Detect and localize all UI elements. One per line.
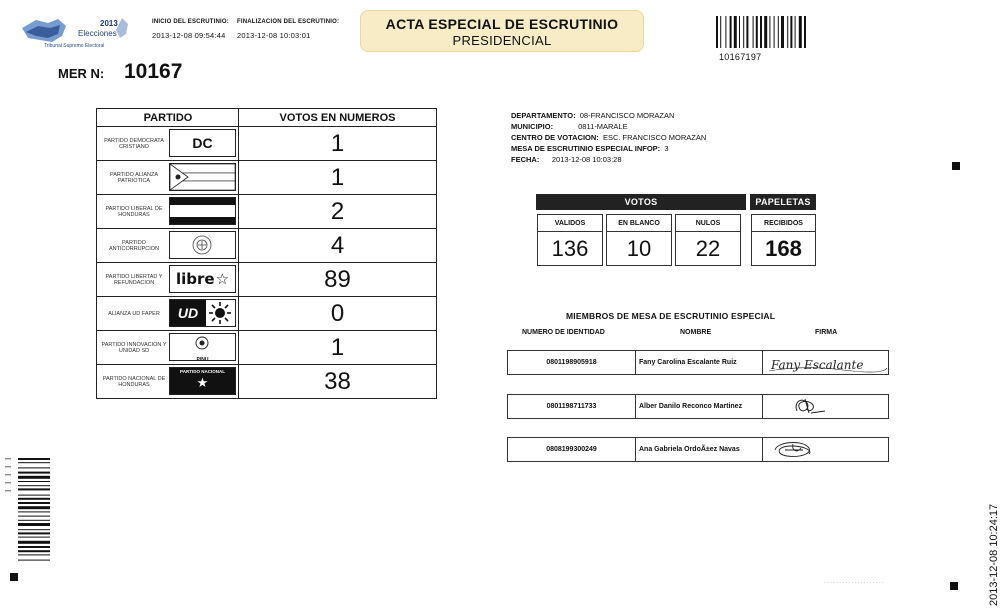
star-icon: ☆ — [215, 271, 230, 288]
pinu-emblem-icon — [170, 334, 235, 352]
blanco-cell — [606, 214, 672, 266]
anticorrupcion-emblem-icon — [169, 231, 236, 259]
party-votes: 1 — [330, 334, 345, 361]
party-name: PARTIDO LIBERTAD Y REFUNDACION — [105, 273, 163, 286]
registration-mark — [10, 573, 18, 581]
inicio-label: INICIO DEL ESCRUTINIO: — [152, 19, 229, 25]
party-votes: 0 — [330, 300, 345, 327]
member-name: Fany Carolina Escalante Ruiz — [639, 359, 737, 366]
votos-header: VOTOS — [536, 194, 746, 210]
member-signature — [762, 395, 889, 418]
nacional-logo — [169, 367, 236, 395]
liberal-flag-icon — [169, 197, 236, 225]
fecha-label: FECHA: — [511, 155, 540, 164]
sun-icon — [206, 300, 235, 326]
document-title: ACTA ESPECIAL DE ESCRUTINIO — [385, 16, 619, 32]
validos-label: VALIDOS — [538, 215, 602, 232]
libre-logo — [169, 265, 236, 293]
party-name: PARTIDO DEMOCRATA CRISTIANO — [104, 137, 164, 150]
timestamp-text: 2013-12-08 10:24:17 — [988, 503, 1000, 606]
party-votes: 4 — [330, 232, 345, 259]
dc-logo — [169, 129, 236, 157]
nulos-label: NULOS — [676, 215, 740, 232]
party-row — [97, 160, 436, 194]
logo-org-text: Tribunal Supremo Electoral — [44, 43, 105, 49]
recibidos-label: RECIBIDOS — [752, 215, 815, 232]
logo-year: 2013 — [100, 19, 118, 28]
name-column-header: NOMBRE — [680, 329, 712, 336]
nacional-logo-text: PARTIDO NACIONAL — [180, 369, 225, 374]
signature-text: Fany Escalante — [771, 358, 864, 372]
signature-scribble-icon — [763, 438, 890, 461]
member-signature — [762, 438, 889, 461]
inicio-value: 2013-12-08 09:54:44 — [152, 31, 226, 40]
nulos-value: 22 — [695, 236, 721, 261]
mer-number: 10167 — [124, 60, 183, 83]
party-name: PARTIDO INNOVACION Y UNIDAD SD — [101, 341, 167, 354]
party-votes: 1 — [330, 130, 345, 157]
document-subtitle: PRESIDENCIAL — [452, 33, 552, 48]
fin-label: FINALIZACION DEL ESCRUTINIO: — [237, 19, 340, 25]
registration-mark — [950, 582, 958, 590]
party-row — [97, 262, 436, 296]
party-name: PARTIDO ANTICORRUPCION — [108, 239, 160, 252]
party-votes: 1 — [330, 164, 345, 191]
member-row — [507, 437, 889, 462]
member-id: 0801198905918 — [508, 351, 636, 374]
fin-value: 2013-12-08 10:03:01 — [237, 31, 311, 40]
fecha-value: 2013-12-08 10:03:28 — [551, 155, 622, 164]
member-signature — [762, 351, 889, 374]
party-name: PARTIDO ALIANZA PATRIOTICA — [109, 171, 159, 184]
recibidos-cell — [751, 214, 816, 266]
centro-label: CENTRO DE VOTACION: — [511, 133, 599, 142]
mesa-value: 3 — [664, 144, 669, 153]
departamento-value: 08-FRANCISCO MORAZAN — [579, 111, 675, 120]
side-barcode — [18, 458, 50, 562]
member-name: Alber Danilo Reconco Martinez — [639, 403, 743, 410]
alianza-patriotica-flag-icon — [169, 163, 236, 191]
member-id: 0801198711733 — [508, 395, 636, 418]
validos-cell — [537, 214, 603, 266]
footnote: · · · · · · · · · · · · · · · · · · · · — [824, 580, 884, 586]
party-votes: 89 — [324, 266, 351, 293]
location-info — [511, 110, 706, 165]
party-row — [97, 228, 436, 262]
nulos-cell — [675, 214, 741, 266]
party-votes: 2 — [330, 198, 345, 225]
departamento-label: DEPARTAMENTO: — [511, 111, 576, 120]
members-title: MIEMBROS DE MESA DE ESCRUTINIO ESPECIAL — [566, 311, 776, 321]
centro-value: ESC. FRANCISCO MORAZAN — [602, 133, 707, 142]
barcode-number: 10167197 — [719, 52, 762, 62]
member-name: Ana Gabriela OrdoÃ±ez Navas — [639, 446, 740, 453]
municipio-value: 0811-MARALE — [578, 122, 628, 131]
blanco-label: EN BLANCO — [607, 215, 671, 232]
member-row — [507, 394, 889, 419]
party-votes-table — [96, 108, 437, 399]
papeletas-header: PAPELETAS — [750, 194, 816, 210]
party-name: ALIANZA UD FAPER — [108, 310, 160, 317]
mer-label: MER N: — [58, 66, 105, 81]
signature-scribble-icon — [763, 395, 890, 418]
party-row — [97, 364, 436, 398]
ud-logo — [169, 299, 236, 327]
party-name: PARTIDO NACIONAL DE HONDURAS — [102, 375, 166, 388]
party-row — [97, 126, 436, 160]
recibidos-value: 168 — [765, 236, 802, 261]
top-barcode — [716, 16, 822, 48]
party-row — [97, 296, 436, 330]
party-row — [97, 330, 436, 364]
blanco-value: 10 — [626, 236, 652, 261]
validos-value: 136 — [551, 236, 589, 261]
print-timestamp — [981, 488, 1003, 608]
star-icon: ★ — [196, 375, 209, 390]
party-row — [97, 194, 436, 228]
logo-text: Elecciones — [78, 29, 117, 38]
party-votes: 38 — [324, 368, 351, 395]
id-column-header: NUMERO DE IDENTIDAD — [522, 329, 605, 336]
pinu-logo — [169, 333, 236, 361]
mesa-label: MESA DE ESCRUTINIO ESPECIAL INFOP: — [511, 144, 661, 153]
municipio-label: MUNICIPIO: — [511, 122, 554, 131]
ud-logo-text: UD — [170, 300, 206, 326]
pinu-logo-text: PINU — [196, 357, 209, 361]
member-row — [507, 350, 889, 375]
side-code-icon — [2, 456, 14, 496]
document-title-box — [360, 10, 644, 52]
votes-column-header: VOTOS EN NUMEROS — [279, 112, 396, 124]
tse-logo — [18, 14, 140, 50]
libre-logo-text: libre — [175, 270, 215, 288]
registration-mark — [952, 162, 960, 170]
signature-column-header: FIRMA — [815, 329, 838, 336]
party-column-header: PARTIDO — [143, 112, 193, 124]
dc-logo-text: DC — [192, 135, 213, 151]
member-id: 0808199300249 — [508, 438, 636, 461]
party-name: PARTIDO LIBERAL DE HONDURAS — [105, 205, 163, 218]
